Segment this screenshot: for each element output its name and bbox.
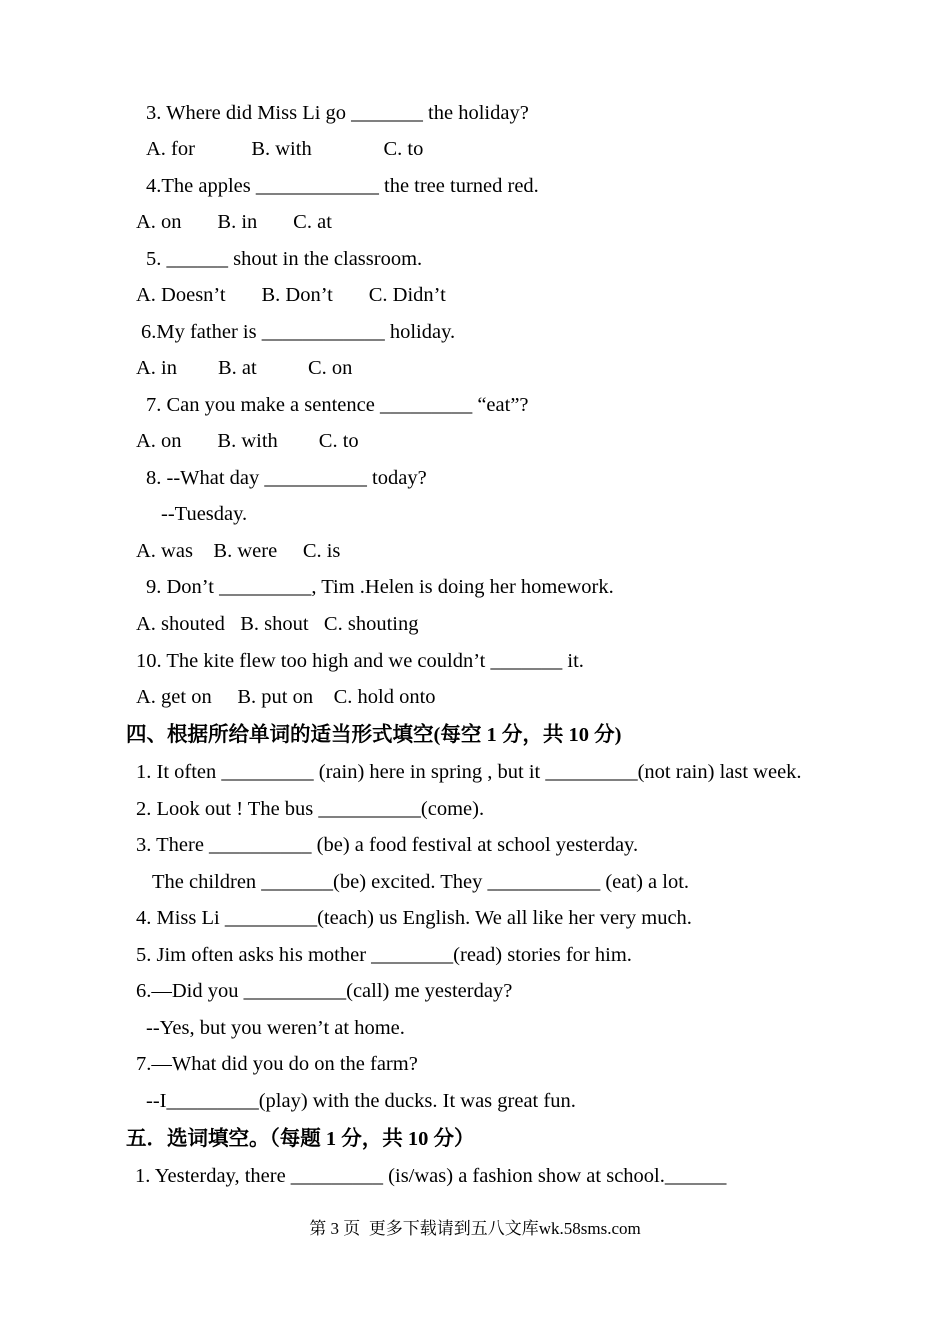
section-4-line: 4. Miss Li _________(teach) us English. We all like her very much. [136, 907, 692, 929]
section-4-line: 6.—Did you __________(call) me yesterday? [136, 980, 513, 1002]
question-5-stem: 5. ______ shout in the classroom. [146, 248, 423, 270]
section-4-line: 3. There __________ (be) a food festival at school yesterday. [136, 834, 639, 856]
question-8-stem: 8. --What day __________ today? [146, 467, 427, 489]
section-5-heading: 五．选词填空。（每题 1 分，共 10 分） [126, 1128, 475, 1150]
question-4-stem: 4.The apples ____________ the tree turned red. [146, 175, 539, 197]
question-3-stem: 3. Where did Miss Li go _______ the holiday? [146, 102, 529, 124]
section-4-line: The children _______(be) excited. They ___________ (eat) a lot. [152, 871, 690, 893]
question-6-stem: 6.My father is ____________ holiday. [141, 321, 456, 343]
section-4-line: 5. Jim often asks his mother ________(read) stories for him. [136, 944, 632, 966]
question-9-stem: 9. Don’t _________, Tim .Helen is doing her homework. [146, 576, 614, 598]
question-10-options: A. get on B. put on C. hold onto [136, 686, 436, 708]
page-footer: 第 3 页 更多下载请到五八文库wk.58sms.com [309, 1219, 641, 1238]
section-4-heading: 四、根据所给单词的适当形式填空(每空 1 分，共 10 分) [126, 724, 622, 746]
question-7-stem: 7. Can you make a sentence _________ “eat”? [146, 394, 529, 416]
section-5-line: 1. Yesterday, there _________ (is/was) a fashion show at school.______ [135, 1165, 727, 1187]
question-7-options: A. on B. with C. to [136, 430, 359, 452]
question-8-answer-line: --Tuesday. [161, 503, 248, 525]
question-6-options: A. in B. at C. on [136, 357, 353, 379]
section-4-line: 7.—What did you do on the farm? [136, 1053, 418, 1075]
section-4-line: --Yes, but you weren’t at home. [146, 1017, 405, 1039]
section-4-line: 1. It often _________ (rain) here in spring , but it _________(not rain) last week. [136, 761, 802, 783]
question-3-options: A. for B. with C. to [146, 138, 424, 160]
question-8-options: A. was B. were C. is [136, 540, 341, 562]
question-9-options: A. shouted B. shout C. shouting [136, 613, 419, 635]
section-4-line: --I_________(play) with the ducks. It was great fun. [146, 1090, 576, 1112]
question-4-options: A. on B. in C. at [136, 211, 332, 233]
section-4-line: 2. Look out ! The bus __________(come). [136, 798, 485, 820]
question-10-stem: 10. The kite flew too high and we couldn’t _______ it. [136, 650, 584, 672]
question-5-options: A. Doesn’t B. Don’t C. Didn’t [136, 284, 446, 306]
